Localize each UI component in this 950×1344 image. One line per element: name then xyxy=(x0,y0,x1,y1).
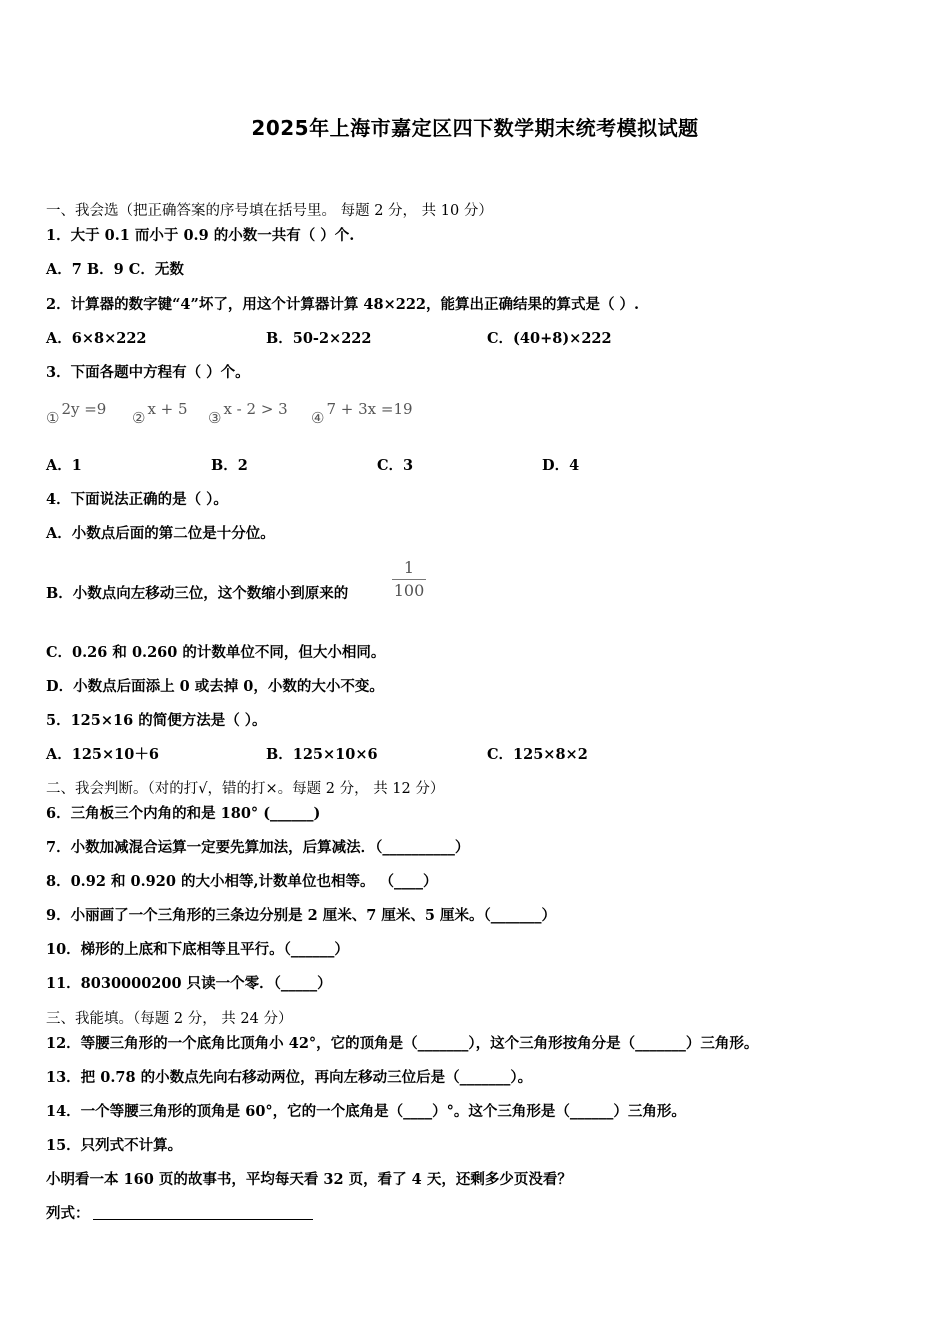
question-3: 3．下面各题中方程有（ ）个。 xyxy=(46,364,250,381)
question-1: 1．大于 0.1 而小于 0.9 的小数一共有（ ）个. xyxy=(46,227,355,244)
equation-item-3 xyxy=(208,400,288,428)
question-4-option-d: D．小数点后面添上 0 或去掉 0，小数的大小不变。 xyxy=(46,678,384,695)
question-2-option-c: C．(40+8)×222 xyxy=(487,330,612,347)
section-3-heading: 三、我能填。（每题 2 分， 共 24 分） xyxy=(46,1011,293,1027)
question-14: 14．一个等腰三角形的顶角是 60°，它的一个底角是（____）°。这个三角形是（______）三角形。 xyxy=(46,1103,686,1120)
question-3-option-a: A．1 xyxy=(46,457,82,474)
question-5-option-b: B．125×10×6 xyxy=(266,746,378,763)
equation-item-4 xyxy=(311,400,413,428)
question-10: 10．梯形的上底和下底相等且平行。（______） xyxy=(46,941,349,958)
question-2: 2．计算器的数字键“4”坏了，用这个计算器计算 48×222，能算出正确结果的算式是（ ）. xyxy=(46,296,640,313)
equation-item-1 xyxy=(46,400,107,428)
question-12: 12．等腰三角形的一个底角比顶角小 42°，它的顶角是（_______），这个三角形按角分是（_______）三角形。 xyxy=(46,1035,759,1052)
section-2-heading: 二、我会判断。（对的打√，错的打×。每题 2 分， 共 12 分） xyxy=(46,781,445,797)
question-3-option-c: C．3 xyxy=(377,457,414,474)
question-8: 8．0.92 和 0.920 的大小相等,计数单位也相等。 （____） xyxy=(46,873,438,890)
question-15: 15．只列式不计算。 xyxy=(46,1137,183,1154)
item-number: ② xyxy=(132,409,146,427)
math-expression: 2y =9 xyxy=(61,400,107,418)
question-3-option-b: B．2 xyxy=(211,457,248,474)
answer-label: 列式： xyxy=(46,1205,90,1222)
question-3-option-d: D．4 xyxy=(542,457,580,474)
fraction-bar xyxy=(392,579,426,580)
question-9: 9．小丽画了一个三角形的三条边分别是 2 厘米、7 厘米、5 厘米。（_______） xyxy=(46,907,557,924)
item-number: ④ xyxy=(311,409,325,427)
page-title: 2025年上海市嘉定区四下数学期末统考模拟试题 xyxy=(251,116,699,140)
question-5-option-a: A．125×10＋6 xyxy=(46,746,159,763)
question-13: 13．把 0.78 的小数点先向右移动两位，再向左移动三位后是（_______）。 xyxy=(46,1069,533,1086)
fraction-denominator: 100 xyxy=(393,581,425,600)
question-4: 4．下面说法正确的是（ ）。 xyxy=(46,491,228,508)
question-4-option-c: C．0.26 和 0.260 的计数单位不同，但大小相同。 xyxy=(46,644,386,661)
question-11: 11．8030000200 只读一个零．（_____） xyxy=(46,975,332,992)
question-1-options: A．7 B．9 C．无数 xyxy=(46,261,184,278)
item-number: ③ xyxy=(208,409,222,427)
question-5: 5．125×16 的简便方法是（ ）。 xyxy=(46,712,267,729)
fraction-numerator: 1 xyxy=(403,558,415,577)
question-7: 7．小数加减混合运算一定要先算加法，后算减法．（__________） xyxy=(46,839,470,856)
question-2-option-a: A．6×8×222 xyxy=(46,330,147,347)
fraction-one-hundredth xyxy=(392,558,426,601)
item-number: ① xyxy=(46,409,60,427)
math-expression: x - 2 > 3 xyxy=(223,400,288,418)
question-6: 6．三角板三个内角的和是 180° (______) xyxy=(46,805,321,822)
section-1-heading: 一、我会选（把正确答案的序号填在括号里。 每题 2 分， 共 10 分） xyxy=(46,203,493,219)
math-expression: 7 + 3x =19 xyxy=(326,400,413,418)
question-15-problem: 小明看一本 160 页的故事书，平均每天看 32 页，看了 4 天，还剩多少页没看？ xyxy=(46,1171,572,1188)
question-4-option-a: A．小数点后面的第二位是十分位。 xyxy=(46,525,275,542)
question-5-option-c: C．125×8×2 xyxy=(487,746,588,763)
question-4-option-b: B．小数点向左移动三位，这个数缩小到原来的 xyxy=(46,585,349,602)
math-expression: x + 5 xyxy=(147,400,188,418)
answer-blank-line xyxy=(93,1219,313,1220)
equation-item-2 xyxy=(132,400,188,428)
question-2-option-b: B．50-2×222 xyxy=(266,330,372,347)
